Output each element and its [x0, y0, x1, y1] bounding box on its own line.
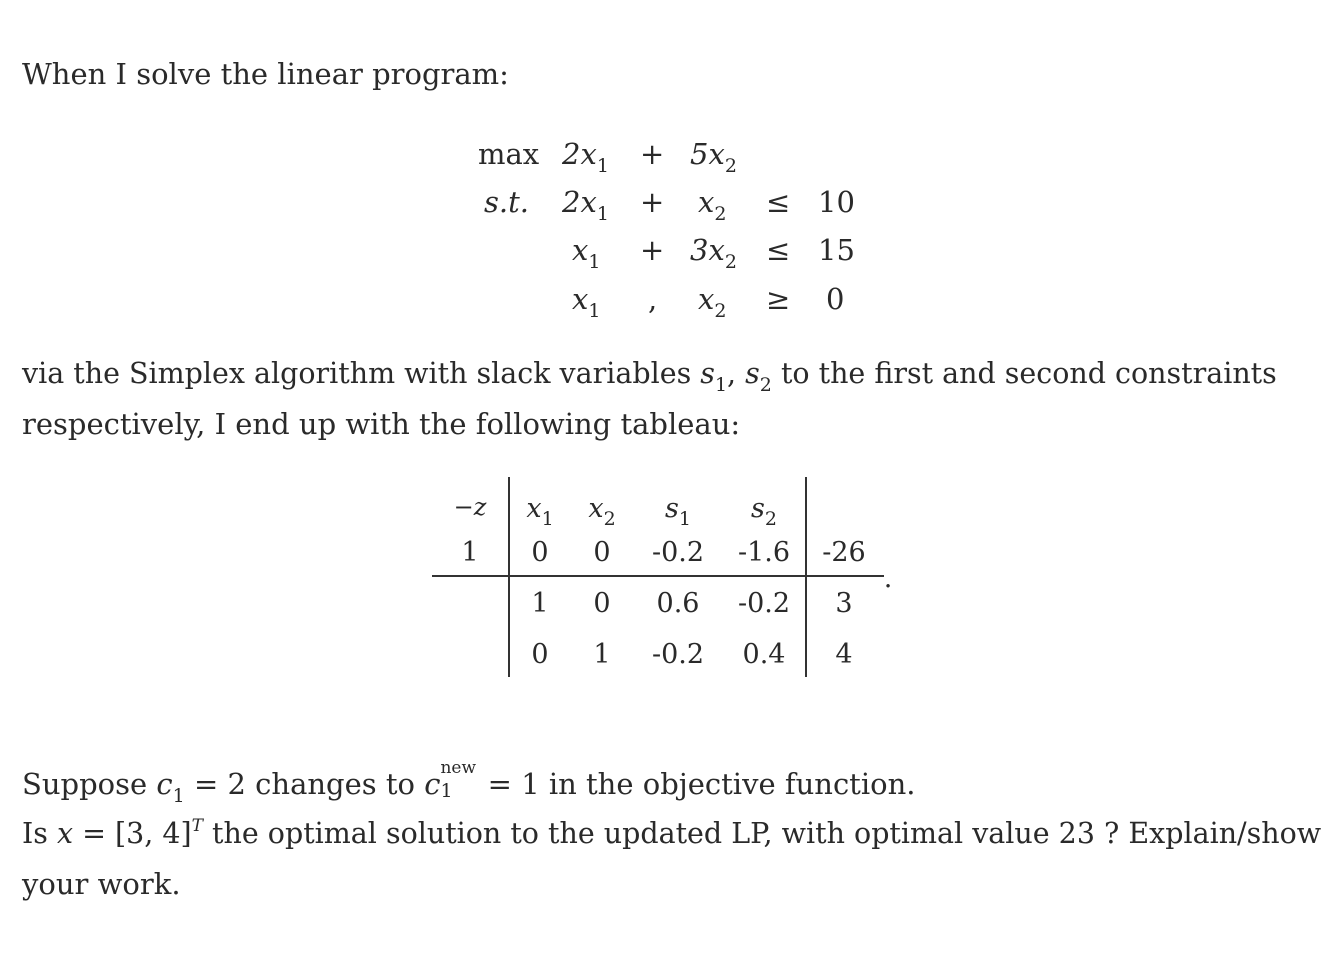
- c2-plus: +: [640, 233, 665, 267]
- c2-term2: $3x_2$: [690, 233, 737, 273]
- table-cell: 0.4: [742, 639, 786, 670]
- table-cell: -0.2: [651, 537, 705, 568]
- table-cell: -1.6: [737, 537, 791, 568]
- objective-plus: +: [640, 137, 665, 171]
- nonneg-rhs: 0: [826, 282, 845, 316]
- c2-term1: $x_1$: [572, 233, 601, 273]
- st-label: s.t.: [484, 185, 529, 219]
- intro-text: When I solve the linear program:: [22, 57, 509, 91]
- header-s2: $s_2$: [751, 493, 777, 530]
- tableau-trailing-period: .: [883, 563, 893, 594]
- max-label: max: [478, 137, 540, 171]
- table-cell: -26: [822, 537, 866, 568]
- simplex-tableau: [430, 475, 900, 685]
- tableau-left-divider: [508, 477, 510, 677]
- c2-rhs: 15: [818, 233, 855, 267]
- table-cell: 4: [835, 639, 853, 670]
- table-cell: 0: [593, 537, 611, 568]
- table-cell: 0: [531, 537, 549, 568]
- c2-relation: ≤: [766, 233, 791, 267]
- table-cell: 1: [461, 537, 479, 568]
- nonneg-comma: ,: [648, 282, 658, 316]
- header-s1: $s_1$: [665, 493, 691, 530]
- question-line-2: Is x = [3, 4]$^T$ the optimal solution to the updated LP, with optimal value 23 ? Explain/show: [22, 816, 1322, 850]
- question-line-1: Suppose $c_1 = 2$ changes to c new 1 = 1 in the objective function.: [22, 758, 916, 807]
- header-x1: $x_1$: [526, 493, 554, 530]
- table-cell: 0: [531, 639, 549, 670]
- header-x2: $x_2$: [588, 493, 616, 530]
- c1-relation: ≤: [766, 185, 791, 219]
- c1-term1: $2x_1$: [562, 185, 609, 225]
- objective-term2: $5x_2$: [690, 137, 737, 177]
- table-cell: 0.6: [656, 588, 700, 619]
- nonneg-term2: $x_2$: [698, 282, 727, 322]
- objective-term1: $2x_1$: [562, 137, 609, 177]
- middle-line-1: via the Simplex algorithm with slack variables $s_1$, $s_2$ to the first and second constraints: [22, 357, 1277, 396]
- table-cell: 1: [531, 588, 549, 619]
- table-cell: 3: [835, 588, 853, 619]
- nonneg-term1: $x_1$: [572, 282, 601, 322]
- c1-plus: +: [640, 185, 665, 219]
- question-line-3: your work.: [22, 867, 181, 901]
- header-neg-z: −z: [453, 493, 487, 521]
- table-cell: -0.2: [737, 588, 791, 619]
- middle-line-2: respectively, I end up with the following tableau:: [22, 407, 741, 441]
- c1-rhs: 10: [818, 185, 855, 219]
- tableau-row-divider: [432, 575, 884, 577]
- table-cell: 1: [593, 639, 611, 670]
- nonneg-relation: ≥: [766, 282, 791, 316]
- c1-term2: $x_2$: [698, 185, 727, 225]
- linear-program: [470, 130, 870, 330]
- tableau-right-divider: [805, 477, 807, 677]
- table-cell: 0: [593, 588, 611, 619]
- table-cell: -0.2: [651, 639, 705, 670]
